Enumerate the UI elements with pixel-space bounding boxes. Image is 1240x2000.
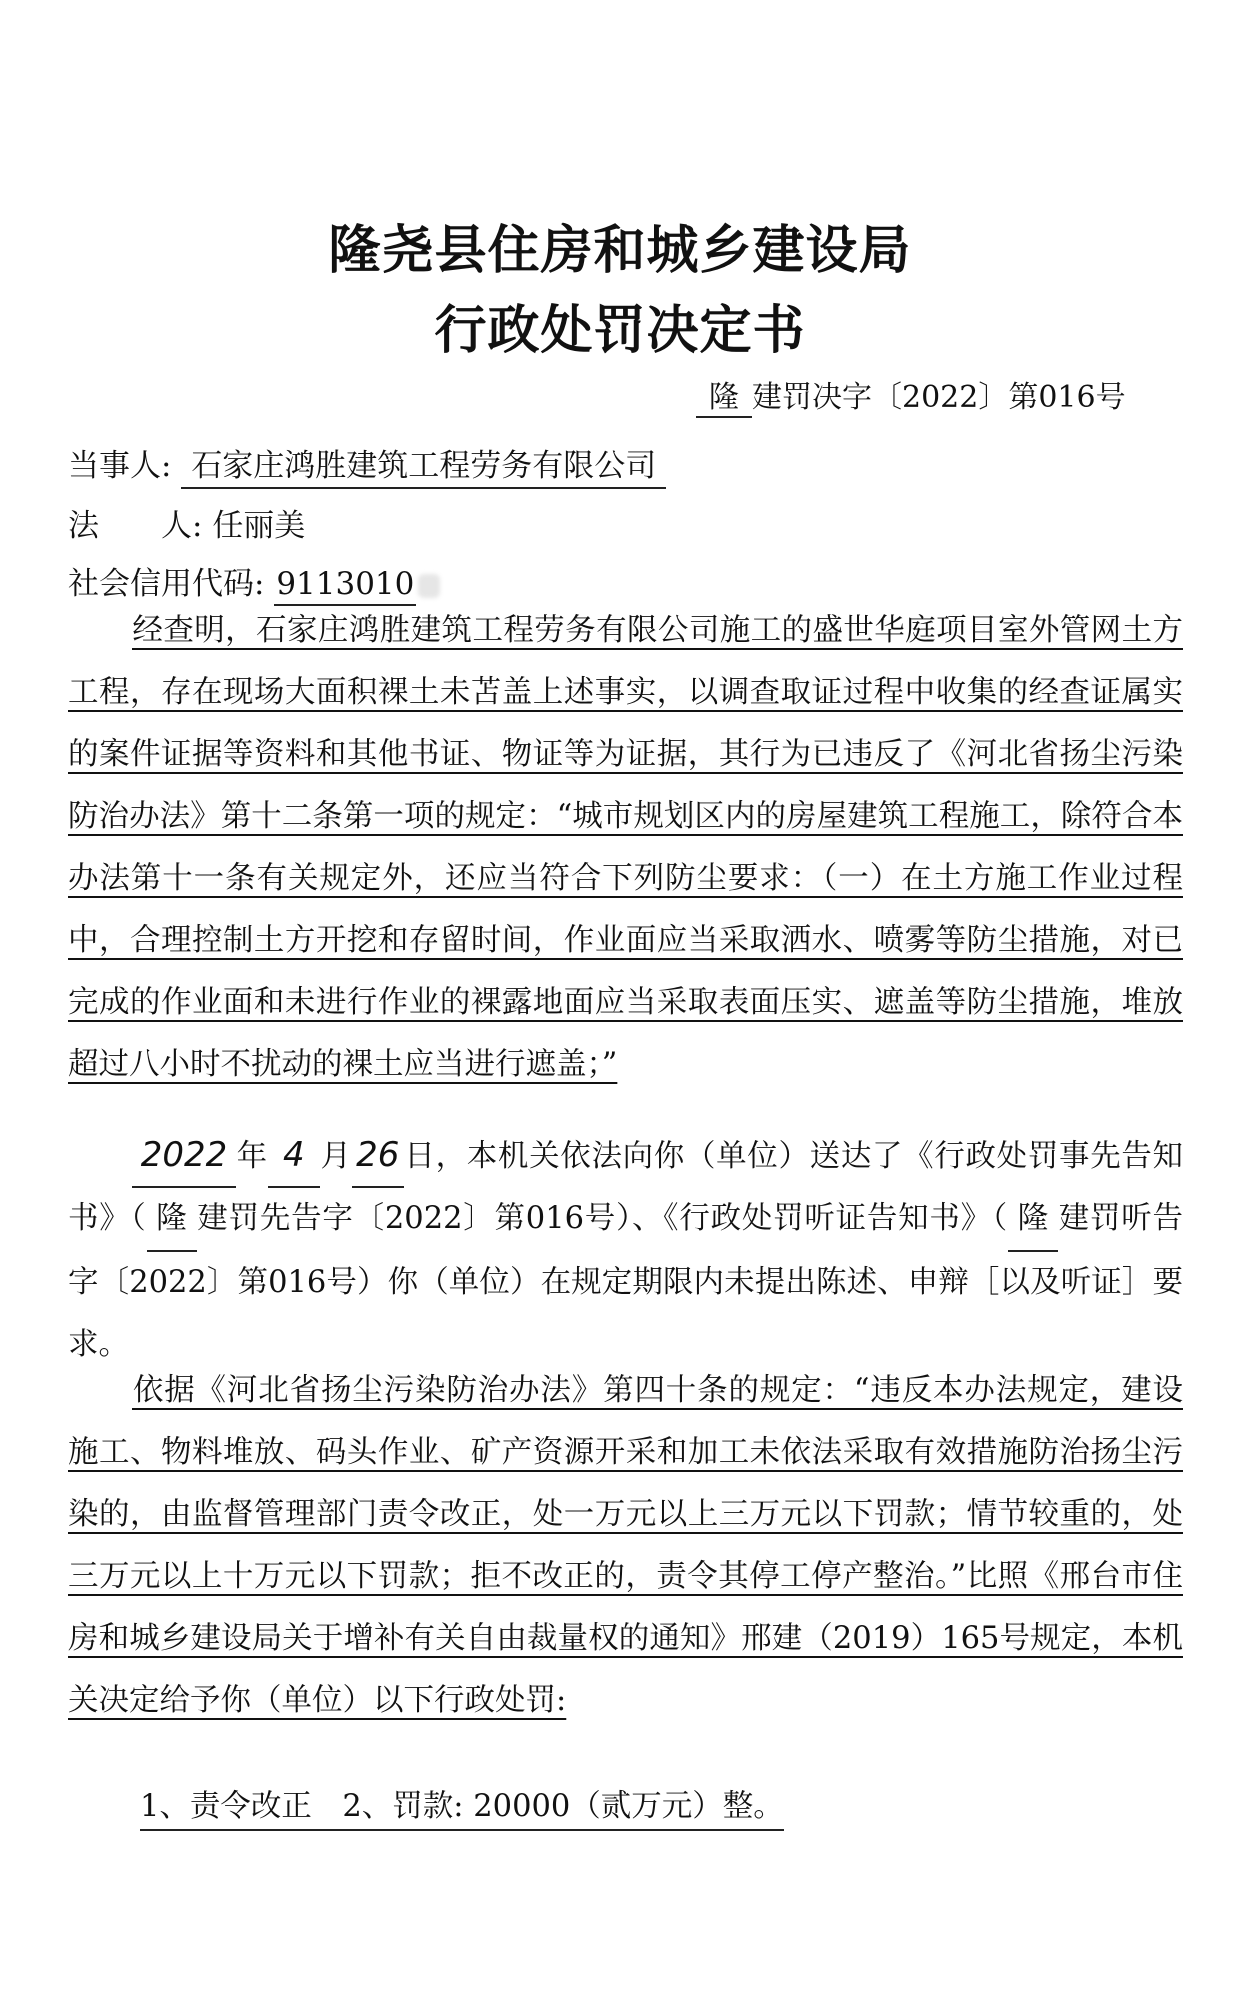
legal-person-value: 任丽美 bbox=[212, 508, 306, 544]
month-label: 月 bbox=[319, 1139, 352, 1174]
credit-code-row bbox=[68, 558, 440, 606]
document-number-text: 建罚决字〔2022〕第016号 bbox=[752, 380, 1126, 415]
party-label: 当事人: bbox=[68, 448, 172, 484]
facts-text: 经查明，石家庄鸿胜建筑工程劳务有限公司施工的盛世华庭项目室外管网土方工程，存在现场大面积裸土未苫盖上述事实，以调查取证过程中收集的经查证属实的案件证据等资料和其他书证、物证等为证据，其行为已违反了《河北省扬尘污染防治办法》第十二条第一项的规定：“城市规划区内的房屋建筑工程施工，除符合本办法第十一条有关规定外，还应当符合下列防尘要求：（一）在土方施工作业过程中，合理控制土方开挖和存留时间，作业面应当采取洒水、喷雾等防尘措施，对已完成的作业面和未进行作业的裸露地面应当采取表面压实、遮盖等防尘措施，堆放超过八小时不扰动的裸土应当进行遮盖；” bbox=[68, 613, 1183, 1082]
notice-year: 2022 bbox=[132, 1124, 236, 1188]
notice-paragraph bbox=[68, 1124, 1183, 1376]
org-title: 隆尧县住房和城乡建设局 bbox=[328, 221, 912, 281]
penalty-line: 1、责令改正 2、罚款: 20000（贰万元）整。 bbox=[140, 1781, 784, 1831]
notice-prefix-1: 隆 bbox=[147, 1188, 197, 1252]
notice-text-3: 建罚听告字〔2022〕第016号）你（单位）在规定期限内未提出陈述、申辩［以及听证］要求。 bbox=[68, 1201, 1184, 1362]
legal-person-row bbox=[68, 500, 305, 545]
notice-text-2: 建罚先告字〔2022〕第016号）、《行政处罚听证告知书》（ bbox=[196, 1201, 1008, 1236]
credit-code-value: 9113010 bbox=[274, 566, 416, 606]
party-row bbox=[68, 440, 666, 489]
basis-text: 依据《河北省扬尘污染防治办法》第四十条的规定：“违反本办法规定，建设施工、物料堆放、码头作业、矿产资源开采和加工未依法采取有效措施防治扬尘污染的，由监督管理部门责令改正，处一万元以上三万元以下罚款；情节较重的，处三万元以上十万元以下罚款；拒不改正的，责令其停工停产整治。”比照《邢台市住房和城乡建设局关于增补有关自由裁量权的通知》邢建（2019）165号规定，本机关决定给予你（单位）以下行政处罚: bbox=[68, 1373, 1183, 1718]
notice-day: 26 bbox=[352, 1124, 404, 1188]
document-number-prefix: 隆 bbox=[696, 372, 752, 418]
redaction-mark bbox=[418, 574, 440, 598]
legal-person-label: 法 人: bbox=[68, 508, 203, 544]
year-label: 年 bbox=[236, 1139, 268, 1174]
notice-text-1: ，本机关依法向你（单位）送达了《行政处罚事先告知书》（ bbox=[68, 1139, 1184, 1236]
credit-code-label: 社会信用代码: bbox=[68, 566, 265, 602]
facts-paragraph bbox=[68, 600, 1183, 1096]
day-label: 日 bbox=[403, 1139, 436, 1174]
basis-paragraph bbox=[68, 1360, 1183, 1732]
party-value: 石家庄鸿胜建筑工程劳务有限公司 bbox=[181, 440, 666, 489]
document-title: 行政处罚决定书 bbox=[434, 301, 806, 361]
notice-month: 4 bbox=[268, 1124, 320, 1188]
document-number bbox=[696, 372, 1126, 418]
notice-prefix-2: 隆 bbox=[1008, 1188, 1058, 1252]
